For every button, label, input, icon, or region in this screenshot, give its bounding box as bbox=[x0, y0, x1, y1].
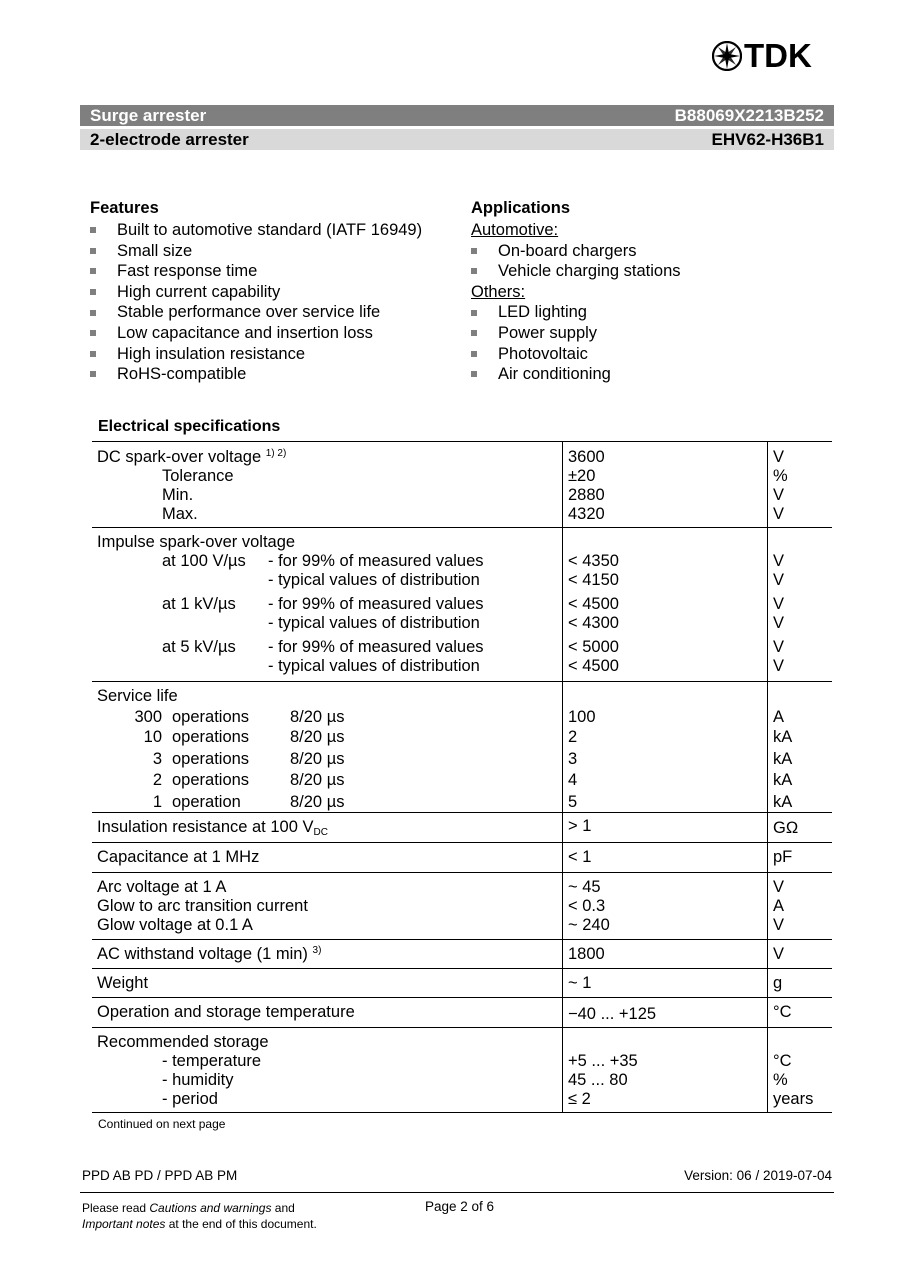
arc-unit: V bbox=[773, 916, 785, 934]
header-bar-secondary bbox=[80, 129, 834, 150]
footer-department: PPD AB PD / PPD AB PM bbox=[82, 1168, 238, 1183]
impulse-label: Impulse spark-over voltage bbox=[97, 533, 296, 551]
service-unit: kA bbox=[773, 750, 793, 768]
service-count: 1 bbox=[152, 793, 162, 811]
ac-withstand-value: 1800 bbox=[568, 945, 605, 963]
ac-withstand-label: AC withstand voltage (1 min) bbox=[97, 945, 308, 963]
impulse-unit: V bbox=[773, 571, 785, 589]
bullet-icon bbox=[90, 330, 96, 336]
impulse-unit: V bbox=[773, 595, 785, 613]
arc-unit: A bbox=[773, 897, 785, 915]
list-item: High current capability bbox=[90, 282, 422, 303]
table-row bbox=[92, 1028, 832, 1113]
bullet-icon bbox=[471, 351, 477, 357]
list-item: Low capacitance and insertion loss bbox=[90, 323, 422, 344]
dc-min-unit: V bbox=[773, 486, 785, 504]
table-row bbox=[92, 998, 832, 1028]
impulse-value: < 4300 bbox=[568, 614, 619, 632]
list-item: LED lighting bbox=[471, 302, 681, 323]
dc-value: 3600 bbox=[568, 448, 605, 466]
impulse-desc: - for 99% of measured values bbox=[268, 552, 484, 570]
dc-min-value: 2880 bbox=[568, 486, 605, 504]
important-notes-link: Important notes bbox=[82, 1217, 166, 1231]
service-ops: operation bbox=[172, 793, 241, 811]
impulse-value: < 5000 bbox=[568, 638, 619, 656]
footer-version: Version: 06 / 2019-07-04 bbox=[684, 1168, 832, 1183]
impulse-value: < 4500 bbox=[568, 595, 619, 613]
bullet-icon bbox=[471, 268, 477, 274]
header-bar-primary bbox=[80, 105, 834, 126]
arc-label: Glow voltage at 0.1 A bbox=[97, 916, 253, 934]
list-item: Built to automotive standard (IATF 16949) bbox=[90, 220, 422, 241]
service-value: 3 bbox=[568, 750, 578, 768]
impulse-unit: V bbox=[773, 657, 785, 675]
table-row bbox=[92, 873, 832, 940]
service-value: 100 bbox=[568, 708, 596, 726]
dc-max-unit: V bbox=[773, 505, 785, 523]
service-wave: 8/20 µs bbox=[290, 750, 345, 768]
insulation-value: > 1 bbox=[568, 817, 592, 835]
weight-unit: g bbox=[773, 974, 783, 992]
capacitance-unit: pF bbox=[773, 848, 793, 866]
list-item: RoHS-compatible bbox=[90, 364, 422, 385]
impulse-desc: - for 99% of measured values bbox=[268, 638, 484, 656]
list-item: Fast response time bbox=[90, 261, 422, 282]
capacitance-value: < 1 bbox=[568, 848, 592, 866]
table-row bbox=[92, 969, 832, 998]
table-row bbox=[92, 813, 832, 843]
list-item: Power supply bbox=[471, 323, 681, 344]
list-item: Small size bbox=[90, 241, 422, 262]
bullet-icon bbox=[90, 371, 96, 377]
bullet-icon bbox=[90, 227, 96, 233]
footer-note: Please read Cautions and warnings and Important notes at the end of this document. bbox=[82, 1201, 317, 1231]
service-ops: operations bbox=[172, 728, 250, 746]
temperature-label: Operation and storage temperature bbox=[97, 1003, 355, 1021]
ordering-code: B88069X2213B252 bbox=[674, 105, 824, 125]
capacitance-label: Capacitance at 1 MHz bbox=[97, 848, 260, 866]
list-item: Photovoltaic bbox=[471, 344, 681, 365]
arc-value: ~ 240 bbox=[568, 916, 610, 934]
application-group-automotive: Automotive: bbox=[471, 221, 559, 239]
impulse-value: < 4350 bbox=[568, 552, 619, 570]
ac-withstand-note: 3) bbox=[312, 945, 322, 956]
impulse-rate: at 5 kV/µs bbox=[162, 638, 236, 656]
tdk-emblem-icon bbox=[712, 41, 742, 71]
impulse-desc: - typical values of distribution bbox=[268, 571, 480, 589]
service-count: 2 bbox=[152, 771, 162, 789]
arc-value: ~ 45 bbox=[568, 878, 601, 896]
table-row bbox=[92, 940, 832, 969]
dc-unit: V bbox=[773, 448, 785, 466]
continued-note: Continued on next page bbox=[98, 1117, 226, 1131]
specs-table bbox=[92, 441, 832, 1113]
table-row bbox=[92, 843, 832, 873]
impulse-desc: - for 99% of measured values bbox=[268, 595, 484, 613]
impulse-unit: V bbox=[773, 614, 785, 632]
dc-max-value: 4320 bbox=[568, 505, 605, 523]
ac-withstand-unit: V bbox=[773, 945, 785, 963]
list-item: High insulation resistance bbox=[90, 344, 422, 365]
storage-unit: % bbox=[773, 1071, 788, 1089]
impulse-unit: V bbox=[773, 638, 785, 656]
table-row bbox=[92, 442, 832, 528]
service-unit: kA bbox=[773, 771, 793, 789]
impulse-rate: at 100 V/µs bbox=[162, 552, 246, 570]
storage-param: - temperature bbox=[162, 1052, 262, 1070]
applications-section bbox=[471, 197, 681, 385]
arc-label: Arc voltage at 1 A bbox=[97, 878, 227, 896]
service-ops: operations bbox=[172, 750, 250, 768]
insulation-unit: GΩ bbox=[773, 819, 799, 837]
impulse-rate: at 1 kV/µs bbox=[162, 595, 236, 613]
dc-sparkover-label: DC spark-over voltage bbox=[97, 448, 262, 466]
service-value: 5 bbox=[568, 793, 578, 811]
service-count: 10 bbox=[143, 728, 162, 746]
list-item: Stable performance over service life bbox=[90, 302, 422, 323]
specs-title: Electrical specifications bbox=[98, 418, 281, 435]
product-type-description: 2-electrode arrester bbox=[90, 129, 249, 149]
brand-name: TDK bbox=[744, 37, 812, 74]
page-number: Page 2 of 6 bbox=[425, 1199, 495, 1214]
list-item: On-board chargers bbox=[471, 241, 681, 262]
temperature-value: −40 ... +125 bbox=[568, 1005, 657, 1023]
service-value: 4 bbox=[568, 771, 578, 789]
service-value: 2 bbox=[568, 728, 578, 746]
storage-value: 45 ... 80 bbox=[568, 1071, 628, 1089]
product-category: Surge arrester bbox=[90, 105, 207, 125]
weight-label: Weight bbox=[97, 974, 149, 992]
storage-value: ≤ 2 bbox=[568, 1090, 591, 1108]
features-title: Features bbox=[90, 199, 159, 217]
bullet-icon bbox=[471, 371, 477, 377]
bullet-icon bbox=[471, 310, 477, 316]
impulse-value: < 4150 bbox=[568, 571, 619, 589]
bullet-icon bbox=[90, 310, 96, 316]
bullet-icon bbox=[90, 268, 96, 274]
storage-param: - period bbox=[162, 1090, 218, 1108]
service-life-label: Service life bbox=[97, 687, 178, 705]
service-unit: kA bbox=[773, 728, 793, 746]
service-wave: 8/20 µs bbox=[290, 793, 345, 811]
dc-tolerance-unit: % bbox=[773, 467, 788, 485]
bullet-icon bbox=[471, 248, 477, 254]
dc-max-label: Max. bbox=[162, 505, 198, 523]
storage-value: +5 ... +35 bbox=[568, 1052, 638, 1070]
arc-label: Glow to arc transition current bbox=[97, 897, 308, 915]
table-row bbox=[92, 682, 832, 813]
tdk-logo bbox=[712, 37, 812, 74]
impulse-desc: - typical values of distribution bbox=[268, 657, 480, 675]
product-type-code: EHV62-H36B1 bbox=[711, 129, 824, 149]
service-wave: 8/20 µs bbox=[290, 728, 345, 746]
applications-title: Applications bbox=[471, 199, 571, 217]
dc-min-label: Min. bbox=[162, 486, 194, 504]
impulse-unit: V bbox=[773, 552, 785, 570]
dc-sparkover-note: 1) 2) bbox=[265, 448, 287, 459]
bullet-icon bbox=[90, 351, 96, 357]
list-item: Vehicle charging stations bbox=[471, 261, 681, 282]
storage-unit: years bbox=[773, 1090, 814, 1108]
service-unit: kA bbox=[773, 793, 793, 811]
bullet-icon bbox=[90, 289, 96, 295]
list-item: Air conditioning bbox=[471, 364, 681, 385]
arc-value: < 0.3 bbox=[568, 897, 606, 915]
service-count: 3 bbox=[152, 750, 162, 768]
storage-param: - humidity bbox=[162, 1071, 234, 1089]
weight-value: ~ 1 bbox=[568, 974, 592, 992]
service-wave: 8/20 µs bbox=[290, 708, 345, 726]
service-ops: operations bbox=[172, 771, 250, 789]
impulse-desc: - typical values of distribution bbox=[268, 614, 480, 632]
bullet-icon bbox=[90, 248, 96, 254]
service-ops: operations bbox=[172, 708, 250, 726]
table-row bbox=[92, 528, 832, 682]
dc-tolerance-value: ±20 bbox=[568, 467, 596, 485]
service-count: 300 bbox=[134, 708, 162, 726]
storage-label: Recommended storage bbox=[97, 1033, 269, 1051]
cautions-link: Cautions and warnings bbox=[149, 1201, 272, 1215]
storage-unit: °C bbox=[773, 1052, 792, 1070]
dc-tolerance-label: Tolerance bbox=[162, 467, 234, 485]
impulse-value: < 4500 bbox=[568, 657, 619, 675]
application-group-others: Others: bbox=[471, 282, 526, 301]
insulation-sub: DC bbox=[313, 827, 328, 838]
footer-divider bbox=[80, 1192, 834, 1193]
features-section bbox=[90, 197, 422, 385]
bullet-icon bbox=[471, 330, 477, 336]
service-unit: A bbox=[773, 708, 785, 726]
temperature-unit: °C bbox=[773, 1003, 792, 1021]
arc-unit: V bbox=[773, 878, 785, 896]
insulation-label: Insulation resistance at 100 V bbox=[97, 818, 314, 836]
service-wave: 8/20 µs bbox=[290, 771, 345, 789]
